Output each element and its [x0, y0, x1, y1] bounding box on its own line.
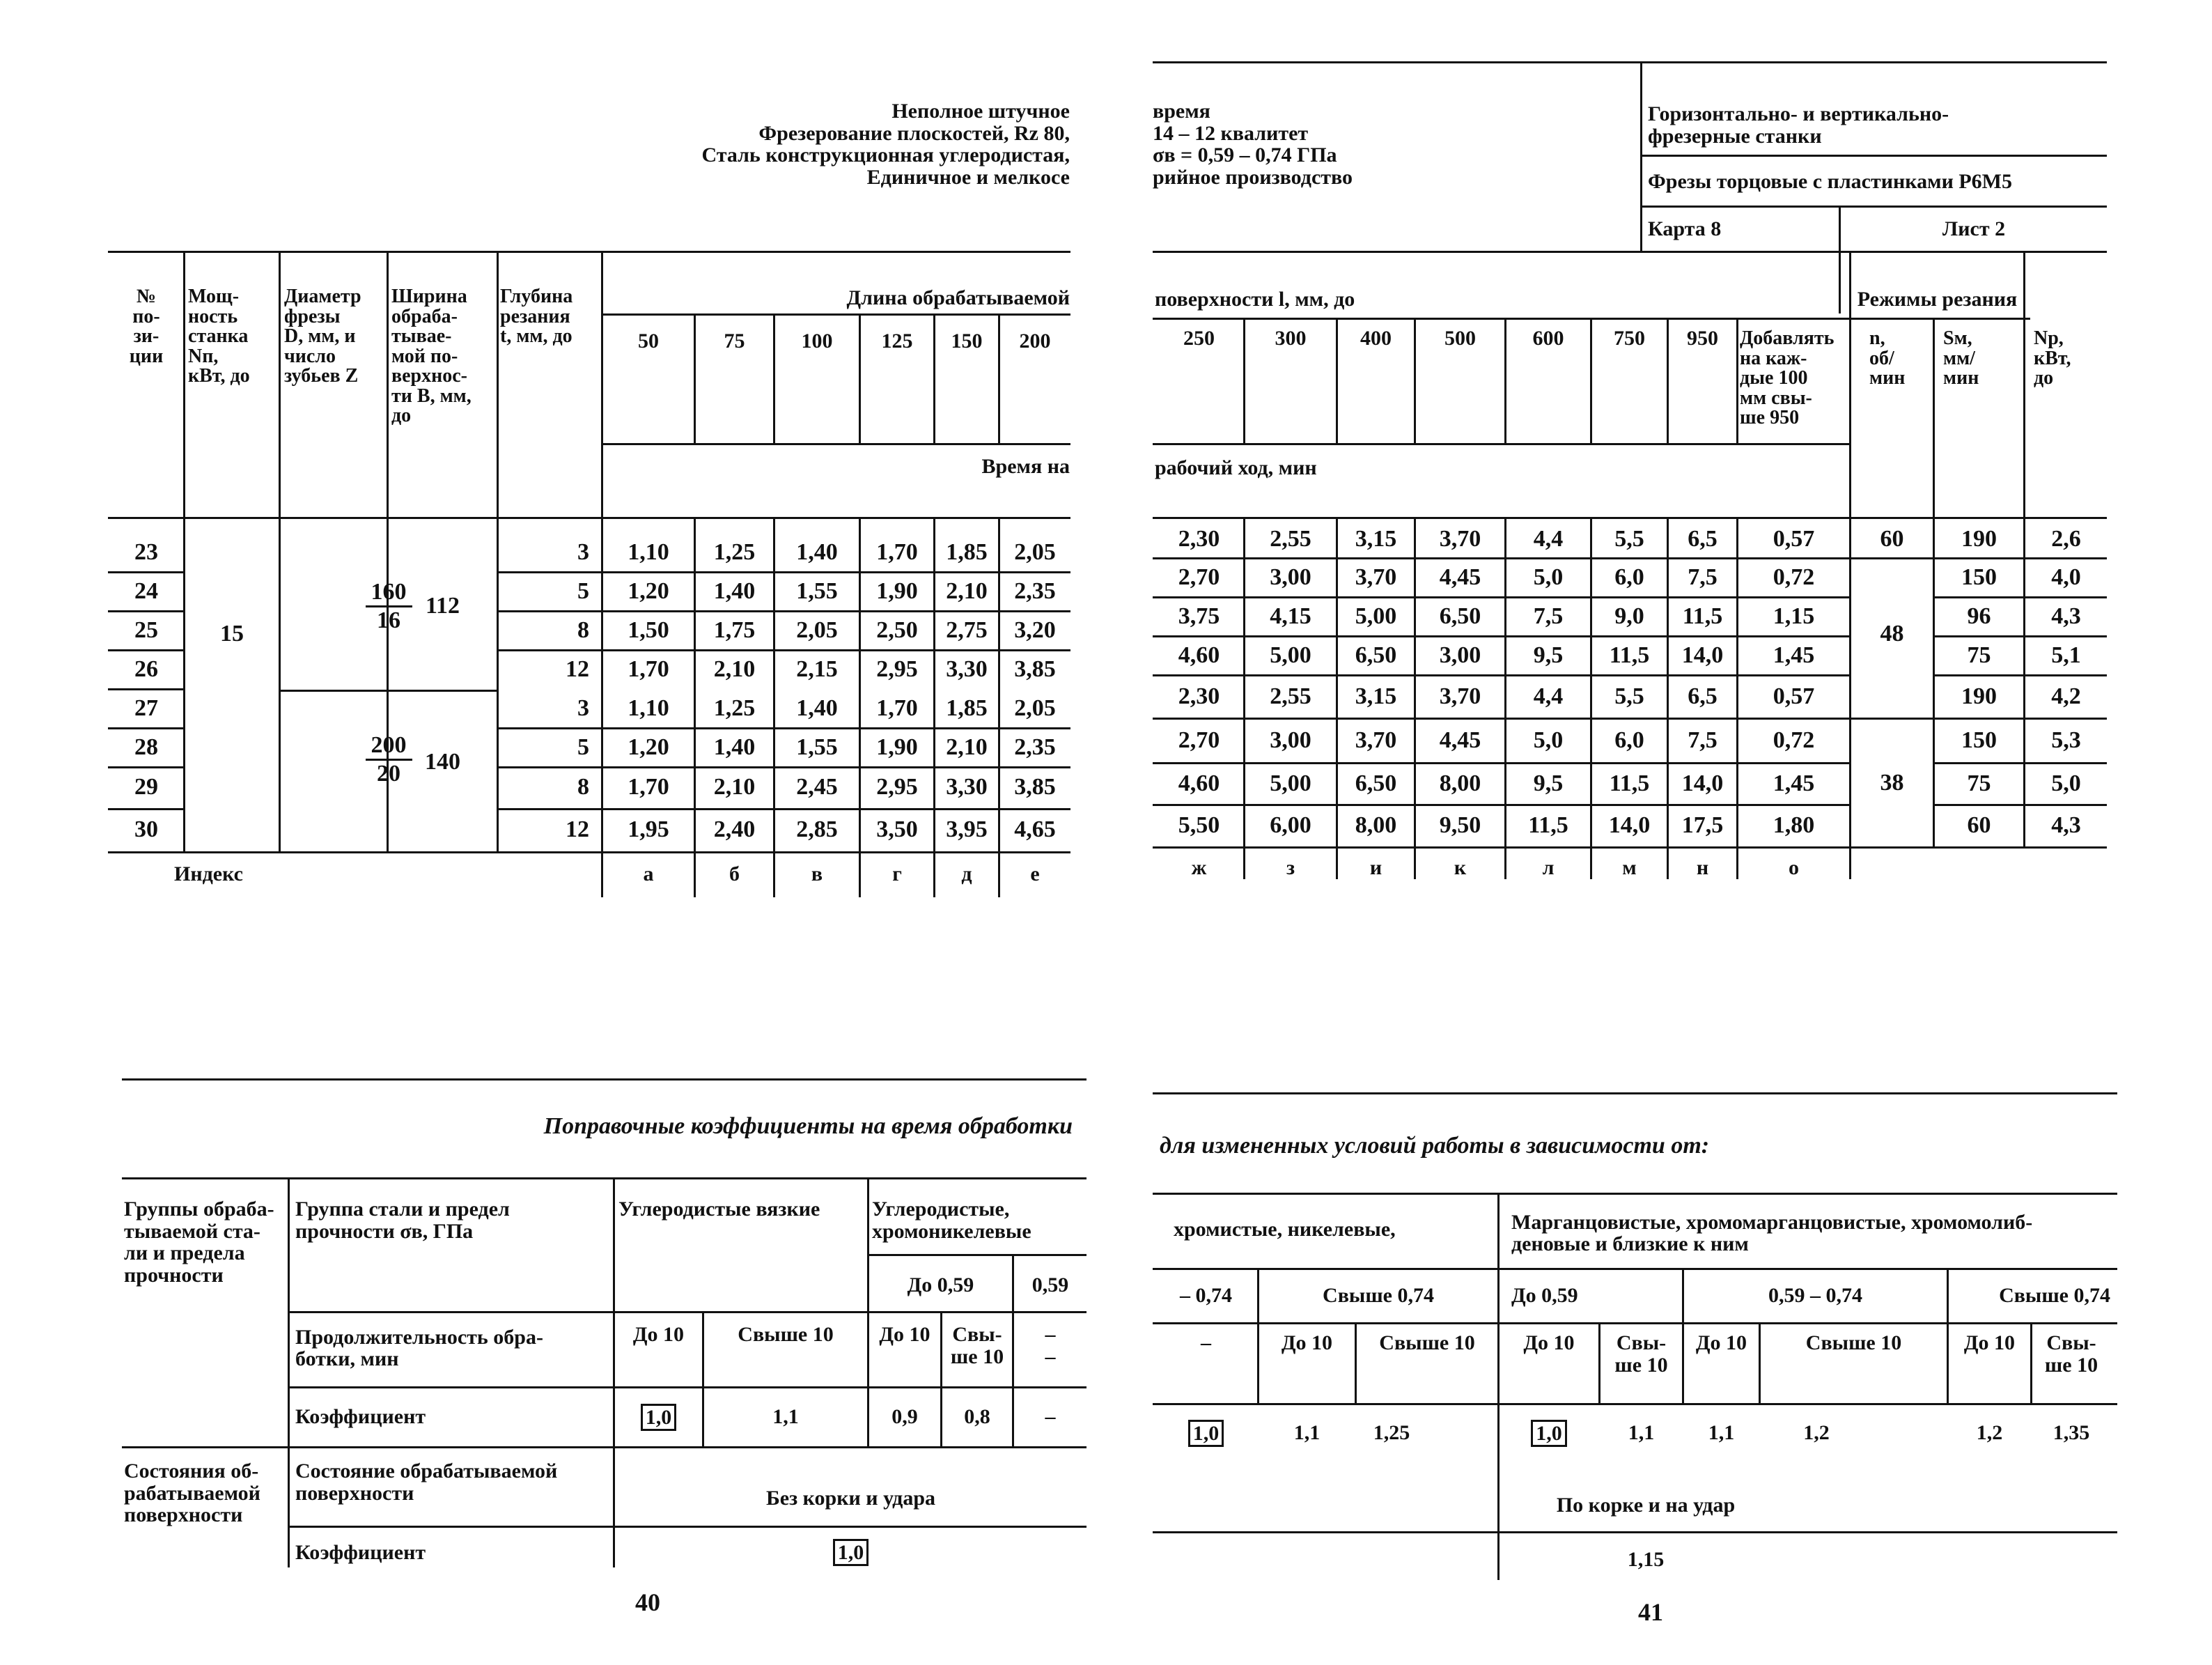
corr-coefficient-value: 0,8: [964, 1405, 990, 1429]
corr-state-coefficient-cell: [615, 1533, 1086, 1572]
time-value: 0,72: [1773, 727, 1815, 753]
time-value: 3,00: [1270, 727, 1311, 753]
diameter-value: 160: [366, 579, 412, 607]
time-value: 7,5: [1688, 727, 1718, 753]
power-value: 4,2: [2051, 683, 2081, 709]
col-header-depth: Глубина резания t, мм, до: [500, 286, 573, 348]
col-header-diameter: Диаметр фрезы D, мм, и число зубьев Z: [284, 286, 361, 387]
corr-coefficient-cell: [1500, 1410, 1598, 1456]
time-value: 1,95: [628, 816, 669, 842]
corr-coefficient-value: 1,25: [1373, 1421, 1410, 1445]
time-value: 1,90: [876, 734, 918, 760]
length-header: 200: [1019, 330, 1051, 353]
spindle-speed-header: n, об/ мин: [1869, 327, 1906, 389]
power-value: 5,0: [2051, 770, 2081, 796]
time-value: 9,5: [1533, 642, 1564, 668]
time-value: 3,95: [946, 816, 988, 842]
time-value: 1,70: [876, 539, 918, 565]
power-value: 4,3: [2051, 812, 2081, 838]
time-value: 1,40: [796, 695, 838, 721]
time-value: 2,30: [1178, 526, 1220, 552]
time-value: 2,05: [1014, 695, 1056, 721]
time-value: 4,60: [1178, 642, 1220, 668]
time-value: 6,5: [1688, 526, 1718, 552]
machine-type: Горизонтально- и вертикально- фрезерные станки: [1648, 102, 1949, 148]
time-value: 4,45: [1439, 727, 1481, 753]
time-value: 1,70: [628, 656, 669, 682]
time-value: 1,45: [1773, 642, 1815, 668]
corr-059: 0,59: [1031, 1273, 1069, 1297]
correction-title-continued: для измененных условий работы в зависимости от:: [1160, 1133, 1710, 1159]
time-value: 1,85: [946, 695, 988, 721]
time-value: 6,0: [1614, 727, 1644, 753]
index-label: Индекс: [174, 862, 243, 886]
time-value: 1,70: [876, 695, 918, 721]
time-value: 1,20: [628, 578, 669, 604]
corr-coefficient-value: 1,35: [2053, 1421, 2090, 1445]
time-value: 3,70: [1355, 564, 1397, 590]
position-number: 27: [134, 695, 158, 721]
time-value: 2,45: [796, 774, 838, 800]
time-value: 9,50: [1439, 812, 1481, 838]
time-value: 1,45: [1773, 770, 1815, 796]
time-value: 1,55: [796, 578, 838, 604]
time-value: 1,90: [876, 578, 918, 604]
time-value: 9,0: [1614, 603, 1644, 629]
time-value: 1,25: [713, 695, 756, 721]
corr-duration-value: До 10: [879, 1323, 930, 1346]
cutting-depth: 3: [577, 539, 589, 565]
working-stroke-header: рабочий ход, мин: [1155, 456, 1317, 480]
corr-coefficient-cell: [615, 1396, 702, 1438]
corr-up-to-059: До 0,59: [907, 1273, 974, 1297]
length-group-header: Длина обрабатываемой: [846, 286, 1070, 310]
col-header-width: Ширина обраба- тывае- мой по- верхнос- ти B, мм, до: [391, 286, 472, 427]
time-value: 5,50: [1178, 812, 1220, 838]
corr-coefficient-value: –: [1045, 1405, 1056, 1429]
time-value: 6,00: [1270, 812, 1311, 838]
feed-value: 75: [1967, 642, 1991, 668]
corr-strength-range: 0,59 – 0,74: [1768, 1284, 1862, 1308]
length-header: 50: [638, 330, 659, 353]
time-value: 3,50: [876, 816, 918, 842]
left-header: [488, 100, 1070, 188]
machine-power-value: 15: [220, 621, 244, 646]
corr-duration-value: –: [1201, 1331, 1211, 1354]
index-letter: н: [1696, 856, 1709, 880]
feed-value: 150: [1961, 564, 1997, 590]
index-letter: и: [1369, 856, 1382, 880]
feed-value: 75: [1967, 770, 1991, 796]
time-value: 5,00: [1355, 603, 1397, 629]
time-value: 5,0: [1533, 564, 1564, 590]
cutting-depth: 5: [577, 734, 589, 760]
length-header: 950: [1687, 327, 1718, 350]
corr-duration-value: До 10: [1963, 1331, 2016, 1354]
left-header-line: Неполное штучное: [891, 100, 1070, 123]
time-value: 1,40: [796, 539, 838, 565]
feed-value: 190: [1961, 526, 1997, 552]
corr-duration-value: До 10: [1523, 1331, 1575, 1354]
correction-title: Поправочные коэффициенты на время обработки: [543, 1113, 1073, 1139]
cutting-depth: 5: [577, 578, 589, 604]
cutting-depth: 12: [566, 656, 589, 682]
corr-duration-value: Свыше 10: [1379, 1331, 1475, 1354]
time-value: 7,5: [1688, 564, 1718, 590]
power-value: 2,6: [2051, 526, 2081, 552]
time-value: 3,00: [1439, 642, 1481, 668]
time-value: 0,57: [1773, 526, 1815, 552]
time-value: 3,30: [946, 774, 988, 800]
time-value: 2,75: [946, 617, 988, 643]
index-letter: о: [1789, 856, 1799, 880]
time-value: 5,5: [1614, 526, 1644, 552]
time-value: 6,50: [1355, 642, 1397, 668]
length-header: 150: [951, 330, 983, 353]
power-value: 5,1: [2051, 642, 2081, 668]
corr-strength-range: Свыше 0,74: [1999, 1284, 2110, 1308]
position-number: 30: [134, 816, 158, 842]
add-per-100mm-header: Добавлять на каж- дые 100 мм свы- ше 950: [1740, 327, 1835, 429]
time-value: 5,00: [1270, 642, 1311, 668]
index-letter: е: [1030, 862, 1040, 886]
spindle-speed-value: 60: [1880, 526, 1904, 552]
cutting-modes-header: Режимы резания: [1857, 288, 2018, 311]
time-value: 3,85: [1014, 774, 1056, 800]
position-number: 25: [134, 617, 158, 643]
time-value: 6,50: [1355, 770, 1397, 796]
corr-duration-value: Свы- ше 10: [1614, 1331, 1668, 1377]
time-value: 1,50: [628, 617, 669, 643]
corr-steel-group-label: Группа стали и предел прочности σв, ГПа: [295, 1198, 510, 1243]
time-value: 2,05: [796, 617, 838, 643]
corr-carbon-viscous: Углеродистые вязкие: [618, 1198, 820, 1221]
time-value: 8,00: [1355, 812, 1397, 838]
time-value: 5,00: [1270, 770, 1311, 796]
corr-coefficient-value: 1,1: [1628, 1421, 1655, 1445]
surface-length-header: поверхности l, мм, до: [1155, 288, 1355, 311]
corr-coefficient-value: 1,2: [1976, 1421, 2003, 1445]
corr-state-group-label: Состояния об- рабатываемой поверхности: [124, 1459, 260, 1526]
corr-duration-value: Свыше 10: [1805, 1331, 1902, 1354]
time-group-header: Время на: [981, 455, 1070, 479]
time-value: 4,15: [1270, 603, 1311, 629]
corr-strength-range: До 0,59: [1511, 1284, 1578, 1308]
corr-strength-range: Свыше 0,74: [1323, 1284, 1434, 1308]
length-header: 75: [724, 330, 745, 353]
corr-duration-value: Свы- ше 10: [950, 1323, 1004, 1368]
corr-manganese: Марганцовистые, хромомарганцовистые, хромомолиб- деновые и близкие к ним: [1511, 1210, 2033, 1255]
time-value: 6,0: [1614, 564, 1644, 590]
time-value: 3,15: [1355, 526, 1397, 552]
time-value: 2,10: [946, 734, 988, 760]
cutting-depth: 12: [566, 816, 589, 842]
power-value: 4,0: [2051, 564, 2081, 590]
time-value: 3,70: [1439, 526, 1481, 552]
time-value: 4,60: [1178, 770, 1220, 796]
time-value: 6,50: [1439, 603, 1481, 629]
time-value: 9,5: [1533, 770, 1564, 796]
index-letter: к: [1454, 856, 1467, 880]
right-header-line: σв = 0,59 – 0,74 ГПа: [1153, 144, 1337, 166]
length-header: 125: [881, 330, 913, 353]
corr-duration-value: До 10: [632, 1323, 685, 1346]
left-header-line: Единичное и мелкосе: [866, 165, 1070, 189]
corr-state-coefficient-boxed: 1,0: [833, 1539, 869, 1566]
index-letter: а: [643, 862, 654, 886]
time-value: 1,70: [628, 774, 669, 800]
length-header: 300: [1275, 327, 1307, 350]
feed-value: 190: [1961, 683, 1997, 709]
corr-coefficient-label: Коэффициент: [295, 1541, 426, 1565]
corr-coefficient-value: 1,1: [772, 1405, 799, 1429]
index-letter: л: [1542, 856, 1555, 880]
time-value: 1,25: [713, 539, 756, 565]
index-letter: в: [811, 862, 823, 886]
time-value: 0,57: [1773, 683, 1815, 709]
time-value: 6,5: [1688, 683, 1718, 709]
position-number: 28: [134, 734, 158, 760]
power-value: 5,3: [2051, 727, 2081, 753]
time-value: 1,20: [628, 734, 669, 760]
time-value: 4,45: [1439, 564, 1481, 590]
time-value: 3,30: [946, 656, 988, 682]
card-number: Карта 8: [1648, 217, 1722, 241]
time-value: 2,55: [1270, 526, 1311, 552]
corr-duration-value: Свы- ше 10: [2044, 1331, 2098, 1377]
time-value: 5,0: [1533, 727, 1564, 753]
corr-coefficient-value: 1,2: [1803, 1421, 1830, 1445]
cutting-depth: 8: [577, 617, 589, 643]
time-value: 17,5: [1681, 812, 1724, 838]
time-value: 2,05: [1014, 539, 1056, 565]
corr-group-label: Группы обраба- тываемой ста- ли и предела прочности: [124, 1198, 274, 1287]
length-header: 100: [801, 330, 833, 353]
time-value: 2,35: [1014, 578, 1056, 604]
index-letter: б: [729, 862, 740, 886]
right-header: [1153, 100, 1626, 188]
time-value: 1,80: [1773, 812, 1815, 838]
length-header: 750: [1614, 327, 1645, 350]
corr-coefficient-cell: [1155, 1410, 1257, 1456]
power-required-header: Nр, кВт, до: [2034, 327, 2071, 389]
surface-width-value: 140: [425, 749, 460, 775]
time-value: 8,00: [1439, 770, 1481, 796]
time-value: 4,4: [1533, 526, 1564, 552]
position-number: 26: [134, 656, 158, 682]
right-header-line: время: [1153, 100, 1210, 123]
corr-coefficient-value: 1,1: [1293, 1421, 1321, 1445]
time-value: 3,70: [1439, 683, 1481, 709]
time-value: 1,55: [796, 734, 838, 760]
power-value: 4,3: [2051, 603, 2081, 629]
time-value: 2,70: [1178, 727, 1220, 753]
time-value: 1,85: [946, 539, 988, 565]
cutting-depth: 8: [577, 774, 589, 800]
length-header: 250: [1183, 327, 1215, 350]
length-header: 500: [1444, 327, 1476, 350]
index-letter: г: [892, 862, 902, 886]
corr-crust-coefficient: 1,15: [1627, 1548, 1665, 1572]
index-letter: ж: [1191, 856, 1207, 880]
corr-state-value: Без корки и удара: [765, 1487, 936, 1510]
position-number: 29: [134, 774, 158, 800]
time-value: 14,0: [1608, 812, 1651, 838]
corr-duration-value: Свыше 10: [738, 1323, 834, 1346]
spindle-speed-value: 48: [1880, 621, 1904, 646]
corr-coefficient-boxed: 1,0: [1531, 1420, 1567, 1447]
length-header: 600: [1532, 327, 1564, 350]
feed-header: Sм, мм/ мин: [1943, 327, 1979, 389]
index-letter: м: [1622, 856, 1637, 880]
corr-strength-range: – 0,74: [1180, 1284, 1232, 1308]
time-value: 3,00: [1270, 564, 1311, 590]
time-value: 2,30: [1178, 683, 1220, 709]
time-value: 11,5: [1682, 603, 1723, 629]
time-value: 2,95: [876, 656, 918, 682]
time-value: 11,5: [1609, 642, 1650, 668]
surface-width-value: 112: [425, 593, 460, 619]
time-value: 2,50: [876, 617, 918, 643]
index-letter: д: [961, 862, 972, 886]
time-value: 1,10: [628, 539, 669, 565]
page-number-right: 41: [1638, 1598, 1663, 1626]
corr-coefficient-value: 0,9: [891, 1405, 918, 1429]
time-value: 3,70: [1355, 727, 1397, 753]
time-value: 1,40: [713, 578, 756, 604]
corr-coefficient-value: 1,1: [1708, 1421, 1735, 1445]
corr-carbon-chrome: Углеродистые, хромоникелевые: [872, 1198, 1031, 1243]
teeth-count: 16: [377, 607, 400, 633]
time-value: 2,85: [796, 816, 838, 842]
time-value: 2,10: [713, 774, 756, 800]
time-value: 2,35: [1014, 734, 1056, 760]
time-value: 1,40: [713, 734, 756, 760]
time-value: 5,5: [1614, 683, 1644, 709]
cutting-depth: 3: [577, 695, 589, 721]
corr-duration-value: До 10: [1695, 1331, 1747, 1354]
teeth-count: 20: [377, 760, 400, 787]
time-value: 7,5: [1533, 603, 1564, 629]
time-value: 2,70: [1178, 564, 1220, 590]
time-value: 1,75: [713, 617, 756, 643]
time-value: 14,0: [1681, 642, 1724, 668]
feed-value: 150: [1961, 727, 1997, 753]
time-value: 2,95: [876, 774, 918, 800]
corr-duration-value: – –: [1045, 1323, 1056, 1368]
time-value: 3,85: [1014, 656, 1056, 682]
time-value: 2,55: [1270, 683, 1311, 709]
corr-coefficient-boxed: 1,0: [641, 1404, 677, 1431]
corr-duration-label: Продолжительность обра- ботки, мин: [295, 1325, 543, 1370]
left-header-line: Фрезерование плоскостей, Rz 80,: [758, 121, 1070, 145]
length-header: 400: [1360, 327, 1392, 350]
cutter-type: Фрезы торцовые с пластинками Р6М5: [1648, 170, 2012, 194]
spindle-speed-value: 38: [1880, 770, 1904, 796]
corr-duration-value: До 10: [1281, 1331, 1333, 1354]
left-header-line: Сталь конструкционная углеродистая,: [701, 144, 1070, 166]
corr-coefficient-label: Коэффициент: [295, 1405, 426, 1429]
time-value: 2,10: [946, 578, 988, 604]
time-value: 2,40: [713, 816, 756, 842]
page-number-left: 40: [635, 1588, 660, 1616]
position-number: 23: [134, 539, 158, 565]
right-header-line: рийное производство: [1153, 165, 1353, 189]
col-header-power: Мощ- ность станка Nп, кВт, до: [188, 286, 250, 387]
corr-state-label: Состояние обрабатываемой поверхности: [295, 1459, 558, 1505]
corr-chrome-nickel: хромистые, никелевые,: [1174, 1218, 1396, 1241]
time-value: 3,15: [1355, 683, 1397, 709]
time-value: 11,5: [1609, 770, 1650, 796]
time-value: 2,10: [713, 656, 756, 682]
time-value: 4,65: [1014, 816, 1056, 842]
time-value: 1,10: [628, 695, 669, 721]
feed-value: 96: [1967, 603, 1991, 629]
time-value: 11,5: [1528, 812, 1568, 838]
sheet-number: Лист 2: [1942, 217, 2006, 241]
diameter-value: 200: [366, 732, 412, 761]
corr-crust-label: По корке и на удар: [1556, 1494, 1736, 1517]
time-value: 3,75: [1178, 603, 1220, 629]
corr-coefficient-boxed: 1,0: [1188, 1420, 1224, 1447]
time-value: 2,15: [796, 656, 838, 682]
feed-value: 60: [1967, 812, 1991, 838]
position-number: 24: [134, 578, 158, 604]
right-header-line: 14 – 12 квалитет: [1153, 121, 1309, 145]
time-value: 14,0: [1681, 770, 1724, 796]
time-value: 4,4: [1533, 683, 1564, 709]
time-value: 1,15: [1773, 603, 1815, 629]
index-letter: з: [1286, 856, 1295, 880]
col-header-position: № по- зи- ции: [129, 286, 164, 367]
time-value: 3,20: [1014, 617, 1056, 643]
time-value: 0,72: [1773, 564, 1815, 590]
